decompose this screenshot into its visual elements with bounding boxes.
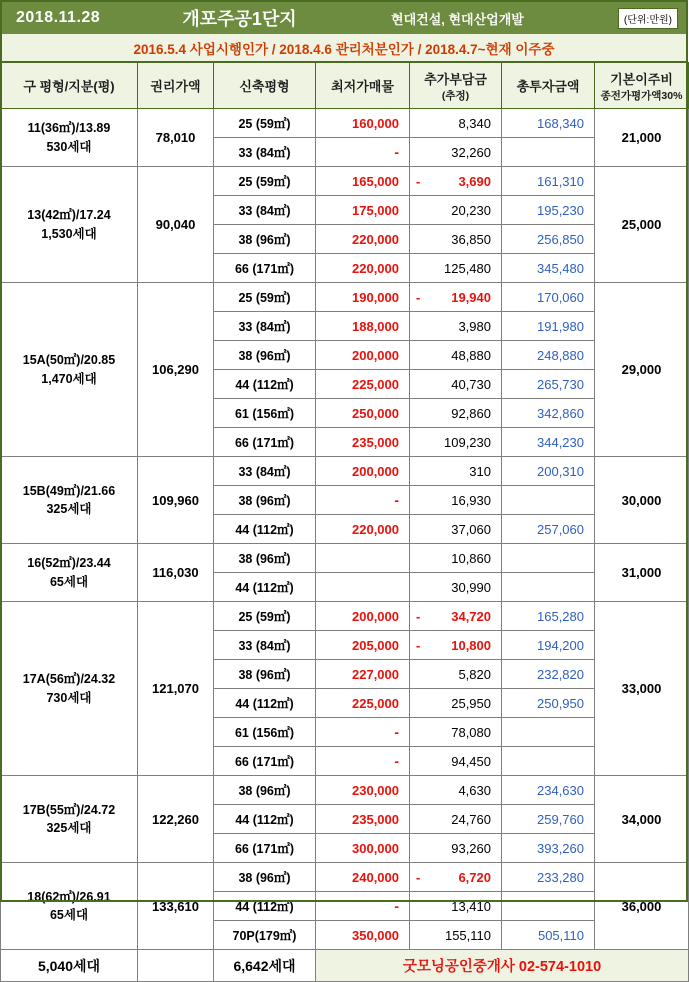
min-price-cell: 225,000 — [316, 689, 410, 718]
moving-fee-cell: 36,000 — [595, 863, 689, 950]
minus-sign: - — [416, 173, 421, 189]
min-price-cell: - — [316, 486, 410, 515]
new-type-cell: 66 (171㎡) — [214, 428, 316, 457]
extra-pay-cell: 155,110 — [410, 921, 502, 950]
new-type-cell: 25 (59㎡) — [214, 283, 316, 312]
new-type-cell: 44 (112㎡) — [214, 515, 316, 544]
extra-pay-cell: 109,230 — [410, 428, 502, 457]
new-type-cell: 38 (96㎡) — [214, 863, 316, 892]
table-header-row — [1, 63, 689, 109]
total-pay-cell: 200,310 — [502, 457, 595, 486]
table-row — [1, 776, 689, 805]
total-pay-cell: 195,230 — [502, 196, 595, 225]
total-pay-cell: 194,200 — [502, 631, 595, 660]
col-total-pay: 총투자금액 — [502, 63, 595, 109]
total-pay-cell: 344,230 — [502, 428, 595, 457]
total-pay-cell: 505,110 — [502, 921, 595, 950]
new-type-cell: 25 (59㎡) — [214, 109, 316, 138]
new-type-cell: 38 (96㎡) — [214, 660, 316, 689]
min-price-cell: 300,000 — [316, 834, 410, 863]
min-price-cell: 175,000 — [316, 196, 410, 225]
min-price-cell: 240,000 — [316, 863, 410, 892]
min-price-cell: 165,000 — [316, 167, 410, 196]
new-type-cell: 44 (112㎡) — [214, 892, 316, 921]
extra-pay-cell: 92,860 — [410, 399, 502, 428]
right-price-cell: 78,010 — [138, 109, 214, 167]
new-type-cell: 38 (96㎡) — [214, 341, 316, 370]
extra-pay-cell: 78,080 — [410, 718, 502, 747]
group-label-cell: 15B(49㎡)/21.66 325세대 — [1, 457, 138, 544]
total-pay-cell: 248,880 — [502, 341, 595, 370]
extra-pay-cell: 93,260 — [410, 834, 502, 863]
moving-fee-cell: 31,000 — [595, 544, 689, 602]
extra-pay-cell: 25,950 — [410, 689, 502, 718]
extra-pay-cell: 310 — [410, 457, 502, 486]
header-builder: 현대건설, 현대산업개발 — [391, 11, 524, 27]
minus-sign: - — [416, 608, 421, 624]
moving-fee-cell: 30,000 — [595, 457, 689, 544]
extra-pay-cell: 36,850 — [410, 225, 502, 254]
right-price-cell: 121,070 — [138, 602, 214, 776]
extra-pay-cell: 30,990 — [410, 573, 502, 602]
min-price-cell: - — [316, 892, 410, 921]
new-type-cell: 38 (96㎡) — [214, 486, 316, 515]
min-price-cell: - — [316, 718, 410, 747]
extra-pay-cell: 94,450 — [410, 747, 502, 776]
new-type-cell: 44 (112㎡) — [214, 689, 316, 718]
minus-sign: - — [416, 637, 421, 653]
total-pay-cell — [502, 718, 595, 747]
min-price-cell: 220,000 — [316, 225, 410, 254]
min-price-cell: 235,000 — [316, 428, 410, 457]
col-extra-pay — [410, 63, 502, 109]
table-row — [1, 863, 689, 892]
min-price-cell: 235,000 — [316, 805, 410, 834]
footer-blank-1 — [138, 950, 214, 982]
header-unit-note: (단위:만원) — [618, 8, 678, 29]
table-row — [1, 283, 689, 312]
col-right-price: 권리가액 — [138, 63, 214, 109]
total-pay-cell: 265,730 — [502, 370, 595, 399]
extra-pay-cell: - 10,800 — [410, 631, 502, 660]
total-pay-cell: 233,280 — [502, 863, 595, 892]
col-new-type: 신축평형 — [214, 63, 316, 109]
new-type-cell: 25 (59㎡) — [214, 602, 316, 631]
extra-pay-cell: - 19,940 — [410, 283, 502, 312]
min-price-cell: 350,000 — [316, 921, 410, 950]
new-type-cell: 33 (84㎡) — [214, 138, 316, 167]
extra-pay-cell: 13,410 — [410, 892, 502, 921]
extra-pay-cell: 40,730 — [410, 370, 502, 399]
total-pay-cell: 165,280 — [502, 602, 595, 631]
total-pay-cell: 393,260 — [502, 834, 595, 863]
extra-pay-cell: 4,630 — [410, 776, 502, 805]
new-type-cell: 33 (84㎡) — [214, 312, 316, 341]
header-title: 개포주공1단지 — [182, 9, 297, 29]
total-pay-cell: 232,820 — [502, 660, 595, 689]
right-price-cell: 122,260 — [138, 776, 214, 863]
new-type-cell: 44 (112㎡) — [214, 370, 316, 399]
extra-pay-cell: 5,820 — [410, 660, 502, 689]
new-type-cell: 44 (112㎡) — [214, 573, 316, 602]
total-pay-cell: 250,950 — [502, 689, 595, 718]
total-pay-cell: 170,060 — [502, 283, 595, 312]
moving-fee-cell: 29,000 — [595, 283, 689, 457]
group-label-cell: 15A(50㎡)/20.85 1,470세대 — [1, 283, 138, 457]
table-row — [1, 167, 689, 196]
min-price-cell: 230,000 — [316, 776, 410, 805]
total-pay-cell: 191,980 — [502, 312, 595, 341]
extra-pay-cell: 32,260 — [410, 138, 502, 167]
new-type-cell: 25 (59㎡) — [214, 167, 316, 196]
col-extra-pay-sub: (추정) — [441, 89, 470, 102]
right-price-cell: 133,610 — [138, 863, 214, 950]
min-price-cell — [316, 544, 410, 573]
extra-pay-cell: - 34,720 — [410, 602, 502, 631]
total-pay-cell: 168,340 — [502, 109, 595, 138]
group-label-cell: 16(52㎡)/23.44 65세대 — [1, 544, 138, 602]
table-row — [1, 109, 689, 138]
min-price-cell: 205,000 — [316, 631, 410, 660]
total-pay-cell — [502, 544, 595, 573]
min-price-cell: - — [316, 138, 410, 167]
new-type-cell: 33 (84㎡) — [214, 631, 316, 660]
extra-pay-cell: 125,480 — [410, 254, 502, 283]
header-bar — [0, 0, 688, 34]
extra-pay-cell: - 6,720 — [410, 863, 502, 892]
col-min-price: 최저가매물 — [316, 63, 410, 109]
min-price-cell — [316, 573, 410, 602]
min-price-cell: - — [316, 747, 410, 776]
moving-fee-cell: 25,000 — [595, 167, 689, 283]
new-type-cell: 66 (171㎡) — [214, 747, 316, 776]
header-date: 2018.11.28 — [16, 9, 101, 26]
right-price-cell: 90,040 — [138, 167, 214, 283]
right-price-cell: 106,290 — [138, 283, 214, 457]
min-price-cell: 220,000 — [316, 254, 410, 283]
col-moving-main: 기본이주비 — [610, 71, 673, 87]
new-type-cell: 38 (96㎡) — [214, 225, 316, 254]
price-table — [0, 62, 689, 982]
min-price-cell: 225,000 — [316, 370, 410, 399]
min-price-cell: 250,000 — [316, 399, 410, 428]
group-label-cell: 18(62㎡)/26.91 65세대 — [1, 863, 138, 950]
new-type-cell: 61 (156㎡) — [214, 718, 316, 747]
header-sub-notice: 2016.5.4 사업시행인가 / 2018.4.6 관리처분인가 / 2018.4.7~현재 이주중 — [0, 34, 688, 62]
total-pay-cell — [502, 573, 595, 602]
group-label-cell: 11(36㎡)/13.89 530세대 — [1, 109, 138, 167]
min-price-cell: 200,000 — [316, 341, 410, 370]
footer-contact: 굿모닝공인중개사 02-574-1010 — [316, 950, 689, 982]
total-pay-cell: 257,060 — [502, 515, 595, 544]
total-pay-cell — [502, 747, 595, 776]
moving-fee-cell: 33,000 — [595, 602, 689, 776]
table-row — [1, 457, 689, 486]
extra-pay-cell: 3,980 — [410, 312, 502, 341]
new-type-cell: 38 (96㎡) — [214, 544, 316, 573]
table-row — [1, 602, 689, 631]
table-row — [1, 544, 689, 573]
min-price-cell: 188,000 — [316, 312, 410, 341]
extra-pay-cell: 48,880 — [410, 341, 502, 370]
moving-fee-cell: 34,000 — [595, 776, 689, 863]
minus-sign: - — [416, 869, 421, 885]
min-price-cell: 160,000 — [316, 109, 410, 138]
total-pay-cell: 345,480 — [502, 254, 595, 283]
total-pay-cell: 259,760 — [502, 805, 595, 834]
total-pay-cell — [502, 138, 595, 167]
new-type-cell: 44 (112㎡) — [214, 805, 316, 834]
new-type-cell: 61 (156㎡) — [214, 399, 316, 428]
new-type-cell: 70P(179㎡) — [214, 921, 316, 950]
new-type-cell: 38 (96㎡) — [214, 776, 316, 805]
total-pay-cell: 342,860 — [502, 399, 595, 428]
new-type-cell: 33 (84㎡) — [214, 196, 316, 225]
minus-sign: - — [416, 289, 421, 305]
right-price-cell: 109,960 — [138, 457, 214, 544]
total-pay-cell — [502, 486, 595, 515]
extra-pay-cell: 10,860 — [410, 544, 502, 573]
group-label-cell: 17A(56㎡)/24.32 730세대 — [1, 602, 138, 776]
total-pay-cell: 234,630 — [502, 776, 595, 805]
col-extra-pay-main: 추가부담금 — [424, 71, 487, 87]
table-foot — [1, 950, 689, 982]
extra-pay-cell: - 3,690 — [410, 167, 502, 196]
extra-pay-cell: 37,060 — [410, 515, 502, 544]
min-price-cell: 200,000 — [316, 457, 410, 486]
right-price-cell: 116,030 — [138, 544, 214, 602]
table-footer-row — [1, 950, 689, 982]
col-moving-sub: 종전가평가액30% — [600, 89, 683, 102]
col-moving — [595, 63, 689, 109]
min-price-cell: 220,000 — [316, 515, 410, 544]
moving-fee-cell: 21,000 — [595, 109, 689, 167]
total-pay-cell: 161,310 — [502, 167, 595, 196]
extra-pay-cell: 20,230 — [410, 196, 502, 225]
extra-pay-cell: 16,930 — [410, 486, 502, 515]
footer-new-units: 6,642세대 — [214, 950, 316, 982]
footer-total-units: 5,040세대 — [1, 950, 138, 982]
new-type-cell: 66 (171㎡) — [214, 254, 316, 283]
extra-pay-cell: 24,760 — [410, 805, 502, 834]
new-type-cell: 33 (84㎡) — [214, 457, 316, 486]
total-pay-cell — [502, 892, 595, 921]
extra-pay-cell: 8,340 — [410, 109, 502, 138]
min-price-cell: 190,000 — [316, 283, 410, 312]
min-price-cell: 200,000 — [316, 602, 410, 631]
table-head — [1, 63, 689, 109]
min-price-cell: 227,000 — [316, 660, 410, 689]
total-pay-cell: 256,850 — [502, 225, 595, 254]
col-group: 구 평형/지분(평) — [1, 63, 138, 109]
group-label-cell: 17B(55㎡)/24.72 325세대 — [1, 776, 138, 863]
group-label-cell: 13(42㎡)/17.24 1,530세대 — [1, 167, 138, 283]
table-body — [1, 109, 689, 950]
new-type-cell: 66 (171㎡) — [214, 834, 316, 863]
